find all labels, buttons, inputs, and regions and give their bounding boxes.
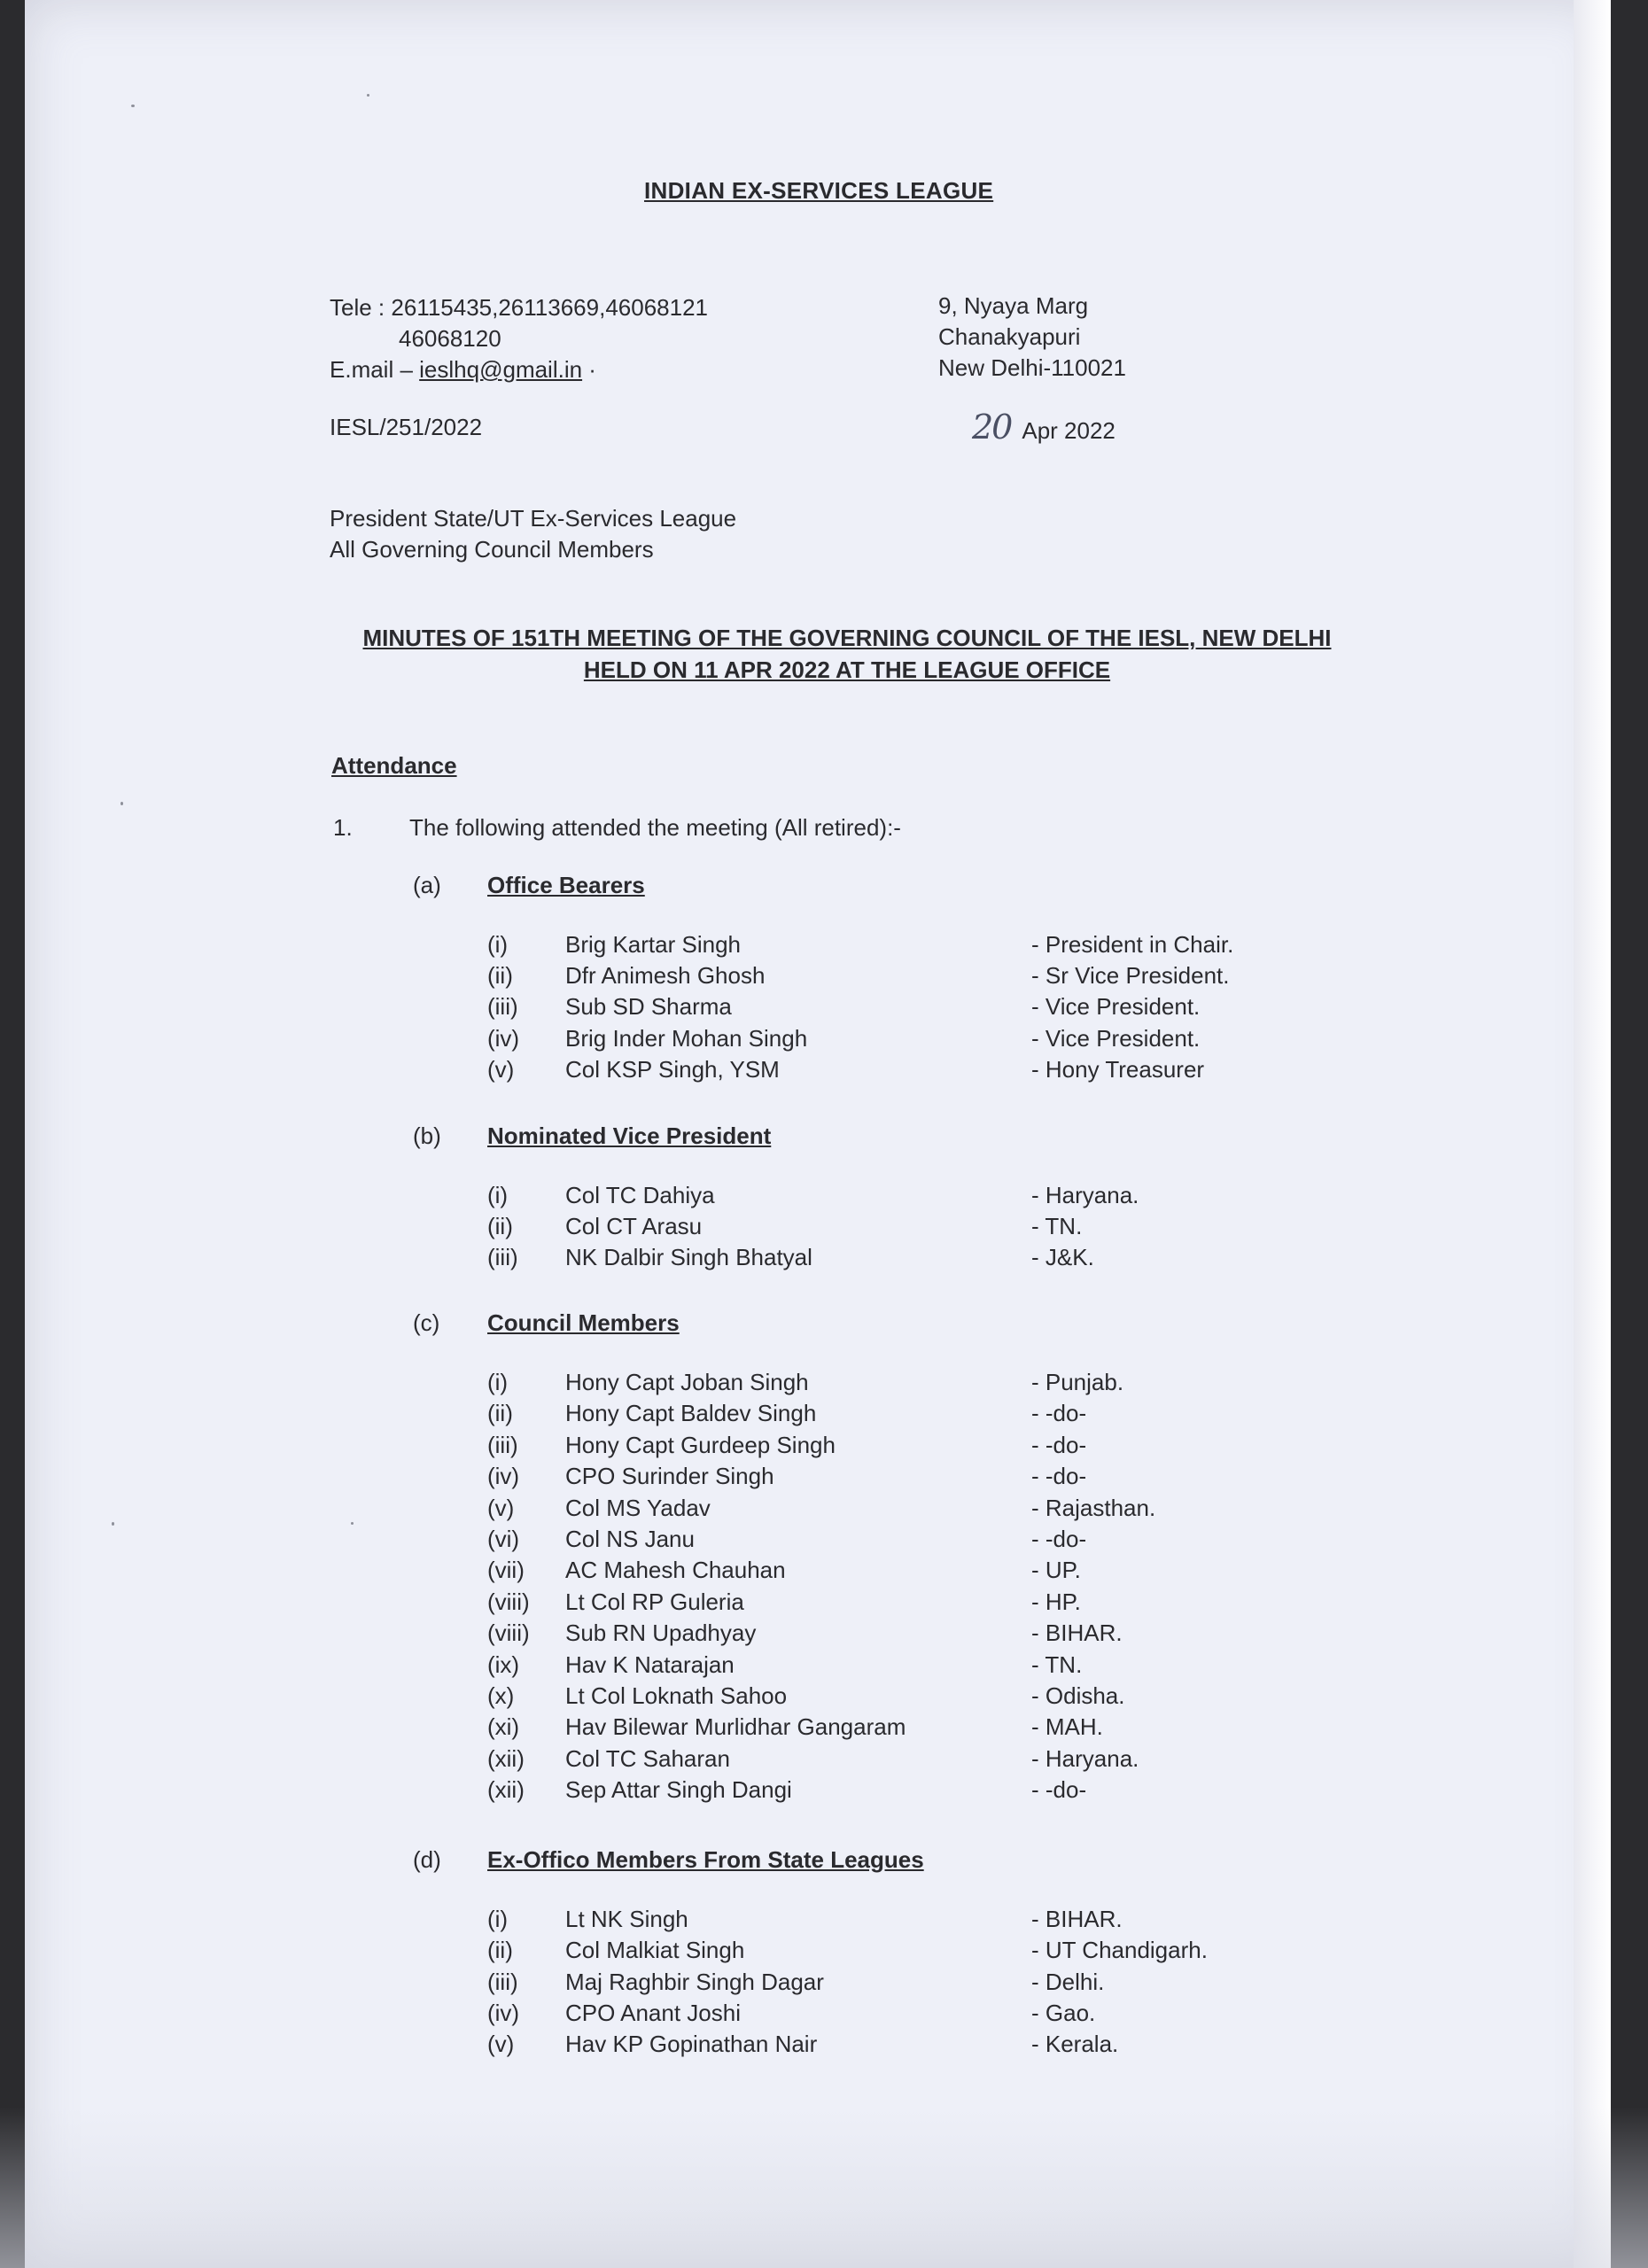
member-number: (iv) — [487, 1025, 520, 1052]
member-number: (iii) — [487, 1432, 518, 1458]
member-role: - Delhi. — [1031, 1969, 1105, 1995]
addressee-line: President State/UT Ex-Services League — [330, 505, 737, 532]
group-letter: (d) — [413, 1846, 441, 1873]
member-number: (viii) — [487, 1619, 530, 1646]
member-role: - Haryana. — [1031, 1745, 1139, 1772]
member-name: Hav KP Gopinathan Nair — [565, 2031, 818, 2057]
member-name: Dfr Animesh Ghosh — [565, 962, 766, 989]
member-number: (vi) — [487, 1526, 520, 1552]
member-name: Sub SD Sharma — [565, 993, 732, 1020]
member-name: Col CT Arasu — [565, 1213, 703, 1239]
member-name: Hav Bilewar Murlidhar Gangaram — [565, 1713, 906, 1740]
member-name: CPO Anant Joshi — [565, 2000, 741, 2026]
address-block — [938, 291, 1126, 384]
member-number: (iii) — [487, 1244, 518, 1270]
scan-speck — [367, 94, 369, 97]
member-role: - Vice President. — [1031, 993, 1201, 1020]
member-number: (ix) — [487, 1651, 520, 1678]
attendance-heading: Attendance — [331, 752, 457, 779]
member-number: (iii) — [487, 1969, 518, 1995]
page-shadow — [0, 2107, 1648, 2268]
member-name: Hony Capt Gurdeep Singh — [565, 1432, 836, 1458]
email-suffix: · — [582, 356, 596, 383]
member-role: - -do- — [1031, 1463, 1087, 1489]
group-letter: (a) — [413, 872, 441, 898]
member-role: - -do- — [1031, 1432, 1087, 1458]
date-month-year: Apr 2022 — [1022, 417, 1116, 444]
address-line-3: New Delhi-110021 — [938, 354, 1126, 381]
member-number: (vii) — [487, 1557, 525, 1583]
member-role: - HP. — [1031, 1588, 1081, 1615]
contact-block — [330, 292, 708, 385]
member-role: - Gao. — [1031, 2000, 1096, 2026]
member-number: (iv) — [487, 1463, 520, 1489]
member-name: CPO Surinder Singh — [565, 1463, 774, 1489]
member-name: Hony Capt Joban Singh — [565, 1369, 809, 1395]
member-number: (x) — [487, 1682, 515, 1709]
member-number: (iv) — [487, 2000, 520, 2026]
member-role: - -do- — [1031, 1400, 1087, 1426]
member-name: Brig Kartar Singh — [565, 931, 741, 958]
member-name: Hony Capt Baldev Singh — [565, 1400, 817, 1426]
member-name: Col TC Saharan — [565, 1745, 730, 1772]
page-edge — [1574, 0, 1611, 2268]
group-letter: (c) — [413, 1309, 440, 1336]
reference-number: IESL/251/2022 — [330, 414, 483, 440]
member-role: - BIHAR. — [1031, 1906, 1123, 1932]
member-name: Brig Inder Mohan Singh — [565, 1025, 808, 1052]
member-number: (xii) — [487, 1776, 525, 1803]
paragraph-number: 1. — [333, 814, 353, 841]
subject-heading: MINUTES OF 151TH MEETING OF THE GOVERNING COUNCIL OF THE IESL, NEW DELHI HELD ON 11 APR 2022 AT THE LEAGUE OFFICE — [362, 625, 1332, 683]
handwritten-day: 20 — [972, 408, 1012, 447]
member-number: (i) — [487, 931, 509, 958]
member-role: - Rajasthan. — [1031, 1495, 1156, 1521]
member-number: (ii) — [487, 1937, 513, 1963]
group-title: Ex-Offico Members From State Leagues — [487, 1846, 924, 1873]
member-name: Lt Col RP Guleria — [565, 1588, 744, 1615]
member-number: (i) — [487, 1182, 509, 1208]
member-role: - -do- — [1031, 1776, 1087, 1803]
letter-date — [972, 408, 1116, 447]
member-role: - UT Chandigarh. — [1031, 1937, 1208, 1963]
member-number: (i) — [487, 1369, 509, 1395]
member-name: Sep Attar Singh Dangi — [565, 1776, 792, 1803]
member-name: Sub RN Upadhyay — [565, 1619, 757, 1646]
tele-line: Tele : 26115435,26113669,46068121 — [330, 294, 708, 321]
document-page — [25, 0, 1611, 2268]
member-role: - TN. — [1031, 1213, 1083, 1239]
email-line — [330, 354, 708, 385]
member-number: (ii) — [487, 962, 513, 989]
member-number: (viii) — [487, 1588, 530, 1615]
member-role: - Sr Vice President. — [1031, 962, 1230, 989]
member-role: - -do- — [1031, 1526, 1087, 1552]
member-role: - MAH. — [1031, 1713, 1103, 1740]
member-number: (i) — [487, 1906, 509, 1932]
member-role: - Vice President. — [1031, 1025, 1201, 1052]
member-number: (iii) — [487, 993, 518, 1020]
scan-speck — [112, 1522, 114, 1526]
member-role: - Kerala. — [1031, 2031, 1119, 2057]
member-name: Lt NK Singh — [565, 1906, 688, 1932]
org-title: INDIAN EX-SERVICES LEAGUE — [644, 177, 994, 204]
address-line-1: 9, Nyaya Marg — [938, 292, 1089, 319]
group-letter: (b) — [413, 1122, 441, 1149]
address-line-2: Chanakyapuri — [938, 323, 1081, 350]
member-role: - Haryana. — [1031, 1182, 1139, 1208]
member-role: - J&K. — [1031, 1244, 1094, 1270]
member-name: Col TC Dahiya — [565, 1182, 715, 1208]
member-role: - UP. — [1031, 1557, 1081, 1583]
member-number: (xi) — [487, 1713, 520, 1740]
scan-speck — [131, 105, 135, 107]
email-label: E.mail – — [330, 356, 420, 383]
member-role: - TN. — [1031, 1651, 1083, 1678]
member-name: Lt Col Loknath Sahoo — [565, 1682, 788, 1709]
member-name: Hav K Natarajan — [565, 1651, 735, 1678]
member-role: - BIHAR. — [1031, 1619, 1123, 1646]
member-role: - Hony Treasurer — [1031, 1056, 1205, 1083]
member-name: Col KSP Singh, YSM — [565, 1056, 780, 1083]
member-number: (v) — [487, 1495, 515, 1521]
member-name: NK Dalbir Singh Bhatyal — [565, 1244, 812, 1270]
member-number: (v) — [487, 2031, 515, 2057]
member-name: Col MS Yadav — [565, 1495, 711, 1521]
member-name: Col Malkiat Singh — [565, 1937, 745, 1963]
scan-speck — [351, 1522, 354, 1525]
addressee-block — [330, 503, 736, 565]
paragraph-text: The following attended the meeting (All retired):- — [409, 814, 901, 841]
member-number: (xii) — [487, 1745, 525, 1772]
member-role: - Punjab. — [1031, 1369, 1124, 1395]
member-number: (v) — [487, 1056, 515, 1083]
member-name: Maj Raghbir Singh Dagar — [565, 1969, 824, 1995]
member-number: (ii) — [487, 1213, 513, 1239]
member-name: Col NS Janu — [565, 1526, 695, 1552]
member-number: (ii) — [487, 1400, 513, 1426]
addressee-line: All Governing Council Members — [330, 536, 654, 563]
group-title: Council Members — [487, 1309, 680, 1336]
tele-line-2: 46068120 — [399, 325, 501, 352]
group-title: Office Bearers — [487, 872, 645, 898]
member-role: - Odisha. — [1031, 1682, 1125, 1709]
email-link[interactable]: ieslhq@gmail.in — [419, 356, 583, 383]
scan-speck — [120, 802, 123, 805]
member-role: - President in Chair. — [1031, 931, 1234, 958]
member-name: AC Mahesh Chauhan — [565, 1557, 786, 1583]
group-title: Nominated Vice President — [487, 1122, 772, 1149]
